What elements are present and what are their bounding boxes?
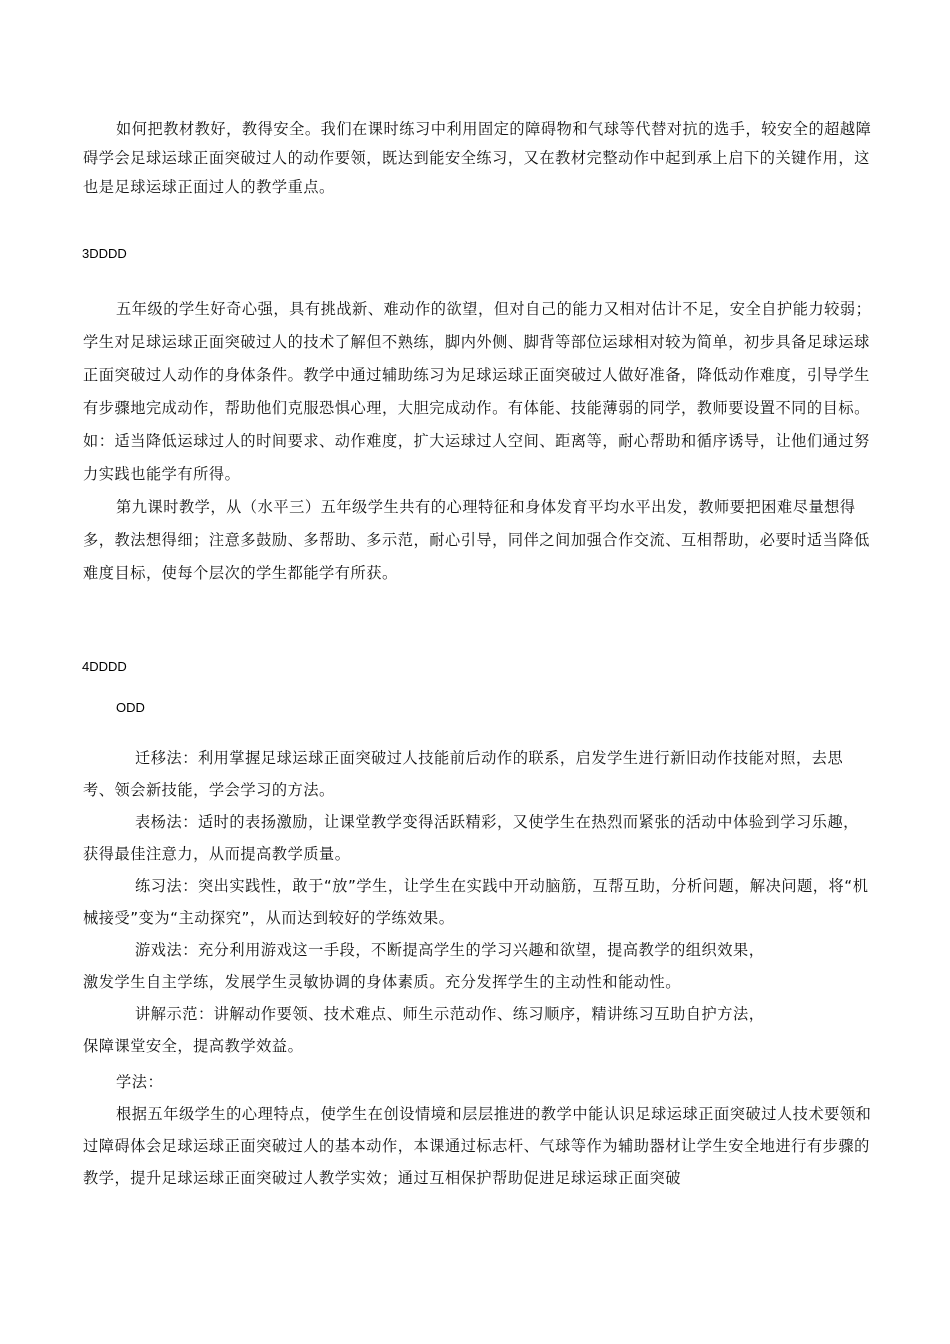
method-practice: 练习法：突出实践性，敢于“放”学生，让学生在实践中开动脑筋，互帮互助，分析问题，解决问题，将“机械接受”变为“主动探究”，从而达到较好的学练效果。 (83, 877, 869, 927)
method-praise: 表杨法：适时的表扬激励，让课堂教学变得活跃精彩，又使学生在热烈而紧张的活动中体验到学习乐趣，获得最佳注意力，从而提高教学质量。 (83, 813, 859, 863)
intro-paragraph: 如何把教材教好，教得安全。我们在课时练习中利用固定的障碍物和气球等代替对抗的选手，较安全的超越障碍学会足球运球正面突破过人的动作要领，既达到能安全练习，又在教材完整动作中起到承上启下的关键作用，这也是足球运球正面过人的教学重点。 (83, 120, 872, 196)
students-paragraph-1: 五年级的学生好奇心强，具有挑战新、难动作的欲望，但对自己的能力又相对估计不足，安全自护能力较弱；学生对足球运球正面突破过人的技术了解但不熟练，脚内外侧、脚背等部位运球相对较为简单，初步具备足球运球正面突破过人动作的身体条件。教学中通过辅助练习为足球运球正面突破过人做好准备，降低动作难度，引导学生有步骤地完成动作，帮助他们克服恐惧心理，大胆完成动作。有体能、技能薄弱的同学，教师要设置不同的目标。如：适当降低运球过人的时间要求、动作难度，扩大运球过人空间、距离等，耐心帮助和循序诱导，让他们通过努力实践也能学有所得。 (83, 300, 872, 483)
study-label: 学法： (116, 1073, 164, 1091)
method-demo: 讲解示范：讲解动作要领、技术难点、师生示范动作、练习顺序，精讲练习互助自护方法， (135, 1005, 765, 1023)
section-heading-3: 3DDDD (82, 246, 127, 261)
section-subheading: ODD (116, 700, 145, 715)
method-demo-cont: 保障课堂安全，提高教学效益。 (83, 1037, 304, 1055)
method-game-cont: 激发学生自主学练，发展学生灵敏协调的身体素质。充分发挥学生的主动性和能动性。 (83, 973, 682, 991)
method-game: 游戏法：充分利用游戏这一手段，不断提高学生的学习兴趣和欲望，提高教学的组织效果， (135, 941, 765, 959)
students-paragraph-2: 第九课时教学，从（水平三）五年级学生共有的心理特征和身体发育平均水平出发，教师要把困难尽量想得多，教法想得细；注意多鼓励、多帮助、多示范，耐心引导，同伴之间加强合作交流、互相帮助，必要时适当降低难度目标，使每个层次的学生都能学有所获。 (83, 498, 870, 582)
method-transfer: 迁移法：利用掌握足球运球正面突破过人技能前后动作的联系，启发学生进行新旧动作技能对照，去思考、领会新技能，学会学习的方法。 (83, 749, 844, 799)
study-paragraph: 根据五年级学生的心理特点，使学生在创设情境和层层推进的教学中能认识足球运球正面突破过人技术要领和过障碍体会足球运球正面突破过人的基本动作，本课通过标志杆、气球等作为辅助器材让学生安全地进行有步骤的教学，提升足球运球正面突破过人教学实效；通过互相保护帮助促进足球运球正面突破 (83, 1105, 872, 1187)
methods-section (83, 742, 873, 1062)
intro-section (83, 115, 873, 202)
students-section (83, 293, 873, 590)
section-heading-4: 4DDDD (82, 659, 127, 674)
study-section (83, 1066, 873, 1194)
